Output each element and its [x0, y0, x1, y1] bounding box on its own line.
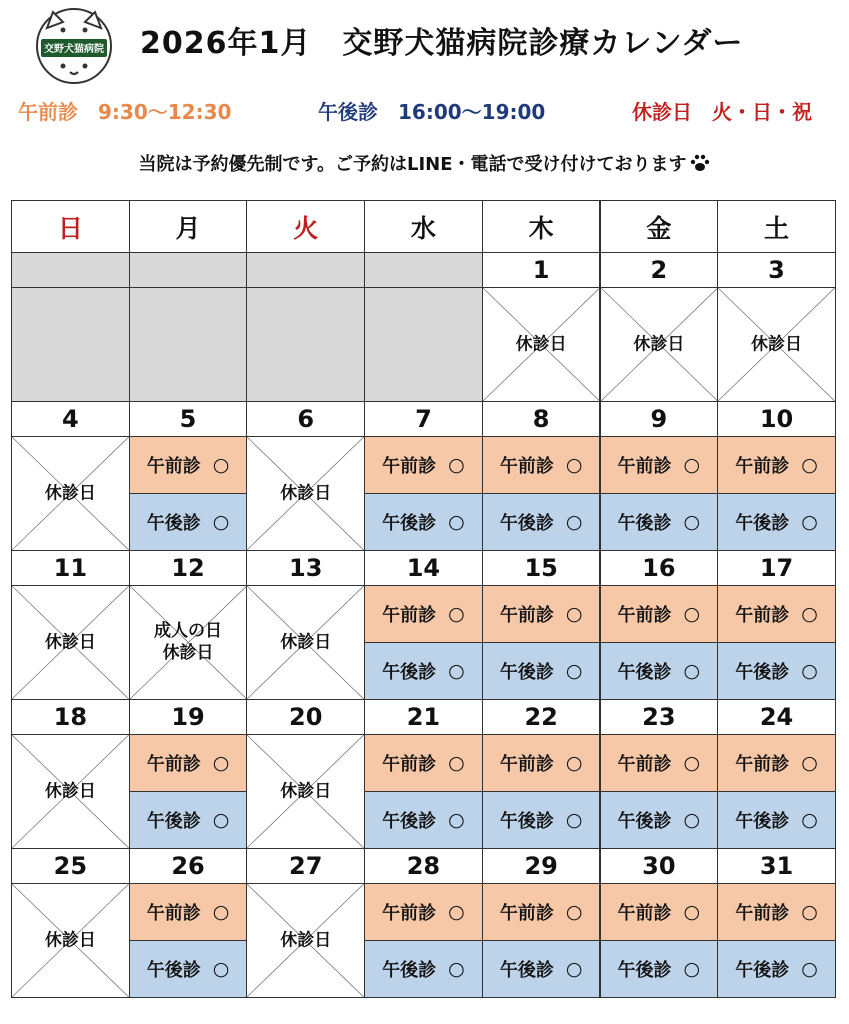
- empty-day-cell: [246, 287, 365, 402]
- slot-label: 午後診: [382, 960, 437, 981]
- slot-label: 午前診: [735, 903, 790, 924]
- slot-label: 午前診: [617, 456, 672, 477]
- empty-day-cell: [11, 287, 130, 402]
- day-number: [717, 550, 836, 586]
- afternoon-slot: [717, 493, 836, 551]
- empty-day-number: [11, 252, 130, 288]
- slot-label: 午前診: [499, 605, 554, 626]
- available-mark: ○: [565, 752, 583, 774]
- slot-label: 午前診: [499, 456, 554, 477]
- available-mark: ○: [448, 511, 465, 533]
- available-mark: ○: [801, 809, 818, 831]
- day-number-text: 7: [415, 405, 432, 433]
- available-mark: ○: [683, 809, 701, 831]
- morning-slot: [364, 883, 483, 941]
- empty-day-cell: [364, 287, 483, 402]
- afternoon-slot: [717, 791, 836, 849]
- day-number: [246, 550, 365, 586]
- day-number-text: 6: [297, 405, 315, 433]
- available-mark: ○: [212, 809, 230, 831]
- slot-label: 午前診: [146, 754, 201, 775]
- available-mark: ○: [683, 454, 701, 476]
- slot-label: 午後診: [735, 960, 790, 981]
- closed-label: 休診日: [280, 930, 332, 951]
- clinic-logo: [33, 6, 115, 86]
- closed-label: 休診日: [633, 334, 685, 355]
- day-number-text: 12: [171, 554, 205, 582]
- closed-label: 成人の日 休診日: [154, 620, 223, 664]
- day-number-text: 19: [171, 703, 205, 731]
- weekday-header: [246, 200, 365, 253]
- morning-slot: [482, 585, 601, 643]
- afternoon-slot: [482, 791, 601, 849]
- empty-day-number: [364, 252, 483, 288]
- afternoon-slot: [600, 791, 719, 849]
- slot-label: 午前診: [146, 456, 201, 477]
- slot-label: 午前診: [382, 456, 437, 477]
- weekday-label: 土: [764, 213, 790, 243]
- day-number-text: 9: [650, 405, 668, 433]
- available-mark: ○: [448, 603, 465, 625]
- day-number-text: 15: [524, 554, 558, 582]
- available-mark: ○: [683, 901, 701, 923]
- day-number-text: 16: [642, 554, 676, 582]
- afternoon-slot: [600, 493, 719, 551]
- day-number: [717, 252, 836, 288]
- closed-day-cell: [717, 287, 836, 402]
- day-number: [364, 401, 483, 437]
- day-number: [11, 848, 130, 884]
- empty-day-number: [246, 252, 365, 288]
- available-mark: ○: [448, 901, 465, 923]
- closed-day-cell: [129, 585, 248, 700]
- day-number: [246, 699, 365, 735]
- day-number: [482, 848, 601, 884]
- day-number-text: 3: [768, 256, 785, 284]
- available-mark: ○: [448, 660, 465, 682]
- morning-slot: [482, 734, 601, 792]
- day-number-text: 28: [406, 852, 441, 880]
- day-number-text: 11: [53, 554, 88, 582]
- slot-label: 午前診: [382, 605, 437, 626]
- closed-days: 休診日 火・日・祝: [632, 100, 812, 124]
- afternoon-slot: [364, 940, 483, 998]
- available-mark: ○: [801, 511, 818, 533]
- weekday-label: 日: [57, 213, 83, 243]
- slot-label: 午前診: [735, 605, 790, 626]
- available-mark: ○: [683, 660, 701, 682]
- day-number-text: 21: [406, 703, 441, 731]
- slot-label: 午後診: [735, 662, 790, 683]
- day-number-text: 22: [524, 703, 558, 731]
- slot-label: 午後診: [146, 811, 201, 832]
- day-number: [600, 550, 719, 586]
- slot-label: 午後診: [499, 960, 554, 981]
- slot-label: 午後診: [617, 960, 672, 981]
- day-number-text: 25: [53, 852, 88, 880]
- morning-slot: [129, 436, 248, 494]
- available-mark: ○: [683, 752, 701, 774]
- morning-slot: [717, 436, 836, 494]
- day-number: [246, 401, 365, 437]
- day-number: [717, 848, 836, 884]
- slot-label: 午後診: [617, 662, 672, 683]
- closed-label: 休診日: [44, 781, 96, 802]
- closed-label: 休診日: [280, 781, 332, 802]
- available-mark: ○: [448, 809, 465, 831]
- available-mark: ○: [212, 454, 230, 476]
- afternoon-slot: [717, 642, 836, 700]
- slot-label: 午後診: [499, 811, 554, 832]
- day-number-text: 8: [532, 405, 550, 433]
- slot-label: 午後診: [617, 811, 672, 832]
- morning-hours: 午前診 9:30〜12:30: [18, 100, 232, 124]
- slot-label: 午後診: [382, 513, 437, 534]
- afternoon-slot: [717, 940, 836, 998]
- slot-label: 午後診: [146, 513, 201, 534]
- morning-slot: [717, 734, 836, 792]
- closed-day-cell: [600, 287, 719, 402]
- morning-slot: [129, 734, 248, 792]
- available-mark: ○: [683, 603, 701, 625]
- available-mark: ○: [212, 958, 230, 980]
- day-number-text: 5: [179, 405, 197, 433]
- afternoon-hours: 午後診 16:00〜19:00: [318, 100, 546, 124]
- closed-label: 休診日: [44, 483, 96, 504]
- morning-slot: [364, 734, 483, 792]
- slot-label: 午後診: [499, 662, 554, 683]
- afternoon-slot: [482, 940, 601, 998]
- day-number: [129, 550, 248, 586]
- day-number: [600, 848, 719, 884]
- slot-label: 午後診: [617, 513, 672, 534]
- morning-slot: [717, 585, 836, 643]
- morning-slot: [600, 585, 719, 643]
- available-mark: ○: [565, 660, 583, 682]
- day-number: [482, 699, 601, 735]
- available-mark: ○: [801, 752, 818, 774]
- available-mark: ○: [565, 901, 583, 923]
- afternoon-slot: [129, 940, 248, 998]
- afternoon-slot: [364, 791, 483, 849]
- afternoon-slot: [129, 791, 248, 849]
- morning-slot: [600, 883, 719, 941]
- available-mark: ○: [801, 901, 818, 923]
- closed-label: 休診日: [280, 632, 332, 653]
- weekday-header: [364, 200, 483, 253]
- day-number: [482, 550, 601, 586]
- slot-label: 午後診: [735, 513, 790, 534]
- closed-day-cell: [11, 436, 130, 551]
- slot-label: 午前診: [499, 754, 554, 775]
- day-number: [717, 699, 836, 735]
- day-number-text: 24: [759, 703, 794, 731]
- slot-label: 午後診: [499, 513, 554, 534]
- closed-day-cell: [482, 287, 601, 402]
- slot-label: 午前診: [735, 456, 790, 477]
- reservation-notice: [0, 150, 849, 176]
- day-number: [600, 252, 719, 288]
- available-mark: ○: [565, 511, 583, 533]
- morning-slot: [717, 883, 836, 941]
- morning-slot: [364, 436, 483, 494]
- day-number: [600, 401, 719, 437]
- weekday-label: 月: [175, 213, 201, 243]
- weekday-header: [600, 200, 719, 253]
- empty-day-cell: [129, 287, 248, 402]
- weekday-label: 火: [293, 213, 319, 243]
- available-mark: ○: [801, 603, 818, 625]
- morning-slot: [600, 734, 719, 792]
- day-number: [482, 252, 601, 288]
- available-mark: ○: [801, 660, 818, 682]
- day-number-text: 18: [53, 703, 88, 731]
- calendar-grid: [11, 200, 835, 1020]
- available-mark: ○: [801, 958, 818, 980]
- morning-slot: [482, 436, 601, 494]
- day-number-text: 23: [642, 703, 676, 731]
- slot-label: 午前診: [617, 903, 672, 924]
- day-number: [717, 401, 836, 437]
- weekday-label: 木: [528, 213, 554, 243]
- closed-day-cell: [11, 883, 130, 998]
- closed-day-cell: [11, 585, 130, 700]
- weekday-header: [482, 200, 601, 253]
- closed-day-cell: [11, 734, 130, 849]
- day-number-text: 30: [642, 852, 676, 880]
- afternoon-slot: [129, 493, 248, 551]
- available-mark: ○: [565, 809, 583, 831]
- afternoon-slot: [482, 642, 601, 700]
- morning-slot: [129, 883, 248, 941]
- slot-label: 午前診: [617, 754, 672, 775]
- day-number: [482, 401, 601, 437]
- day-number: [11, 550, 130, 586]
- day-number: [364, 699, 483, 735]
- day-number: [129, 848, 248, 884]
- day-number-text: 1: [532, 256, 550, 284]
- available-mark: ○: [683, 511, 701, 533]
- logo-text: 交野犬猫病院: [44, 44, 104, 55]
- day-number: [129, 401, 248, 437]
- weekday-header: [129, 200, 248, 253]
- weekday-label: 水: [410, 213, 436, 243]
- day-number-text: 20: [289, 703, 323, 731]
- empty-day-number: [129, 252, 248, 288]
- day-number: [11, 699, 130, 735]
- weekday-header: [717, 200, 836, 253]
- notice-text: 当院は予約優先制です。ご予約はLINE・電話で受け付けております: [138, 154, 687, 175]
- available-mark: ○: [212, 752, 230, 774]
- afternoon-slot: [600, 940, 719, 998]
- closed-label: 休診日: [44, 632, 96, 653]
- slot-label: 午前診: [499, 903, 554, 924]
- morning-slot: [364, 585, 483, 643]
- page-title: 2026年1月 交野犬猫病院診療カレンダー: [140, 26, 744, 61]
- slot-label: 午後診: [146, 960, 201, 981]
- morning-slot: [600, 436, 719, 494]
- slot-label: 午前診: [382, 754, 437, 775]
- day-number-text: 17: [759, 554, 794, 582]
- closed-day-cell: [246, 734, 365, 849]
- day-number-text: 26: [171, 852, 205, 880]
- closed-label: 休診日: [44, 930, 96, 951]
- slot-label: 午前診: [146, 903, 201, 924]
- day-number-text: 10: [759, 405, 794, 433]
- afternoon-slot: [482, 493, 601, 551]
- available-mark: ○: [801, 454, 818, 476]
- weekday-header: [11, 200, 130, 253]
- closed-label: 休診日: [515, 334, 567, 355]
- day-number-text: 31: [759, 852, 794, 880]
- day-number-text: 13: [289, 554, 323, 582]
- available-mark: ○: [683, 958, 701, 980]
- weekday-label: 金: [646, 213, 672, 243]
- closed-day-cell: [246, 436, 365, 551]
- slot-label: 午後診: [382, 662, 437, 683]
- available-mark: ○: [448, 454, 465, 476]
- closed-day-cell: [246, 585, 365, 700]
- slot-label: 午前診: [735, 754, 790, 775]
- day-number-text: 4: [61, 405, 79, 433]
- slot-label: 午前診: [382, 903, 437, 924]
- day-number-text: 27: [289, 852, 323, 880]
- available-mark: ○: [565, 958, 583, 980]
- day-number: [364, 848, 483, 884]
- afternoon-slot: [600, 642, 719, 700]
- available-mark: ○: [565, 603, 583, 625]
- afternoon-slot: [364, 642, 483, 700]
- closed-day-cell: [246, 883, 365, 998]
- available-mark: ○: [212, 901, 230, 923]
- day-number: [11, 401, 130, 437]
- available-mark: ○: [212, 511, 230, 533]
- day-number: [600, 699, 719, 735]
- closed-label: 休診日: [751, 334, 803, 355]
- day-number: [364, 550, 483, 586]
- day-number-text: 14: [406, 554, 441, 582]
- closed-label: 休診日: [280, 483, 332, 504]
- day-number-text: 2: [650, 256, 668, 284]
- slot-label: 午後診: [735, 811, 790, 832]
- paw-icon: [689, 153, 711, 173]
- day-number: [246, 848, 365, 884]
- available-mark: ○: [448, 958, 465, 980]
- morning-slot: [482, 883, 601, 941]
- day-number-text: 29: [524, 852, 558, 880]
- afternoon-slot: [364, 493, 483, 551]
- available-mark: ○: [565, 454, 583, 476]
- slot-label: 午後診: [382, 811, 437, 832]
- available-mark: ○: [448, 752, 465, 774]
- day-number: [129, 699, 248, 735]
- slot-label: 午前診: [617, 605, 672, 626]
